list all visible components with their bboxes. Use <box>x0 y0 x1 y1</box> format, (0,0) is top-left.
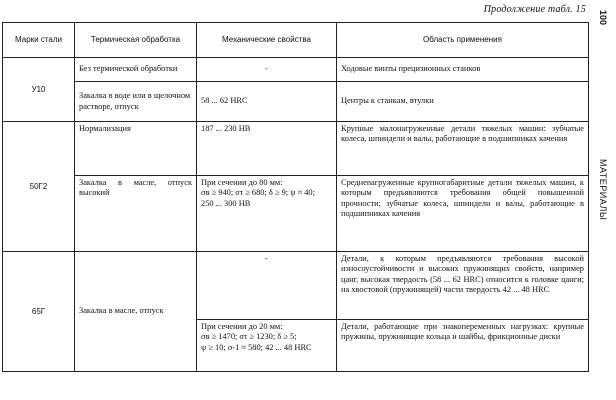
properties-cell: - <box>197 252 337 320</box>
steel-properties-table <box>2 22 589 372</box>
treatment-cell: Закалка в воде или в щелочном растворе, отпуск <box>75 82 197 122</box>
page-number: 100 <box>598 10 608 26</box>
grade-cell: У10 <box>3 58 75 122</box>
table-row <box>3 252 589 320</box>
properties-cell <box>197 176 337 252</box>
table-row <box>3 122 589 176</box>
column-header-treatment: Термическая обработка <box>75 23 197 58</box>
table-row <box>3 82 589 122</box>
usage-cell: Среднenагруженные крупногабаритные детали тяжелых машин, к которым предъявляются требования общей повышенной прочности; зубчатые колеса, шпиндели и валы, работающие в подшипниках качения <box>337 176 589 252</box>
continuation-label: Продолжение табл. 15 <box>483 4 586 15</box>
properties-cell <box>197 320 337 372</box>
table-header-row <box>3 23 589 58</box>
properties-line: При сечении до 20 мм: <box>201 322 283 331</box>
treatment-cell: Закалка в масле, отпуск <box>75 252 197 372</box>
properties-cell: 187 ... 230 HB <box>197 122 337 176</box>
properties-line: При сечении до 80 мм: <box>201 178 283 187</box>
usage-cell: Крупные малонагруженные детали тяжелых машин: зубчатые колеса, шпиндели и валы, работающие в подшипниках качения <box>337 122 589 176</box>
properties-cell: 58 ... 62 HRC <box>197 82 337 122</box>
properties-line: σв ≥ 1470; στ ≥ 1230; δ ≥ 5; <box>201 332 297 342</box>
properties-line: ψ ≥ 10; σ-1 ≈ 580; 42 ... 48 HRC <box>201 342 312 352</box>
column-header-properties: Механические свойства <box>197 23 337 58</box>
table-row <box>3 176 589 252</box>
column-header-usage: Область применения <box>337 23 589 58</box>
grade-cell: 50Г2 <box>3 122 75 252</box>
usage-cell: Детали, к которым предъявляются требования высокой износоустойчивости и высоких пружинящих свойств, например цанг, высокая твердость (58 ... 62 HRC) относится к головке цанги; на хвостовой (пружинящей) части твердость 42 ... 48 HRC <box>337 252 589 320</box>
side-section-label: МАТЕРИАЛЫ <box>598 159 608 221</box>
usage-cell: Центры к станкам, втулки <box>337 82 589 122</box>
treatment-cell: Закалка в масле, отпуск высокий <box>75 176 197 252</box>
grade-cell: 65Г <box>3 252 75 372</box>
table-row <box>3 58 589 82</box>
properties-cell: - <box>197 58 337 82</box>
usage-cell: Ходовые винты прецизионных станков <box>337 58 589 82</box>
properties-line: σв ≥ 940; στ ≥ 680; δ ≥ 9; ψ ≈ 40; <box>201 188 315 198</box>
treatment-cell: Без термической обработки <box>75 58 197 82</box>
column-header-grade: Марки стали <box>3 23 75 58</box>
usage-cell: Детали, работающие при знакопеременных нагрузках: крупные пружины, пружинящие кольца и шайбы, фрикционные диски <box>337 320 589 372</box>
properties-line: 250 ... 300 HB <box>201 198 251 208</box>
treatment-cell: Нормализация <box>75 122 197 176</box>
